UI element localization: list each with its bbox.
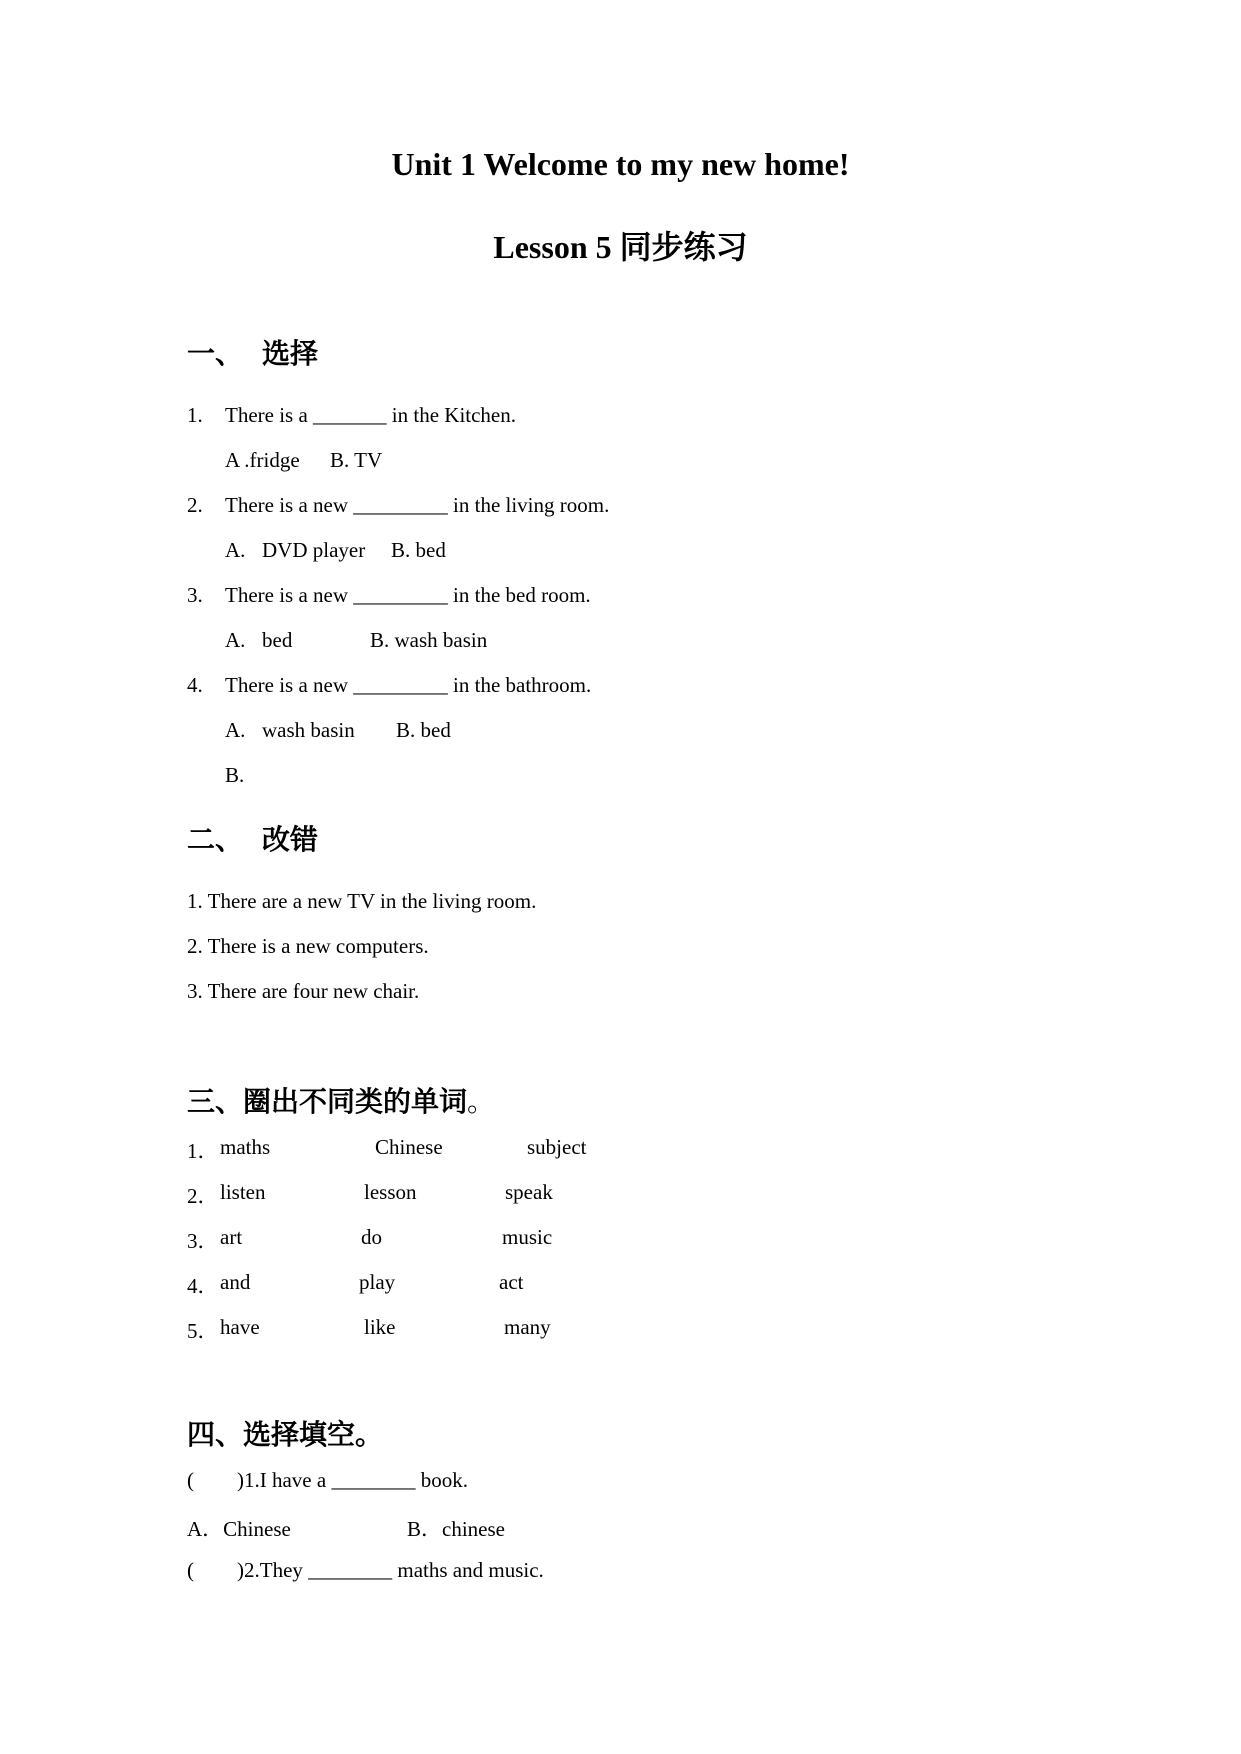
stray-option: B. bbox=[225, 763, 245, 787]
word-row-number: 3． bbox=[187, 1229, 219, 1253]
question-number: 1. bbox=[187, 403, 203, 427]
option-b: B．chinese bbox=[407, 1517, 505, 1541]
option-a: A．Chinese bbox=[187, 1517, 291, 1541]
answer-paren: ( bbox=[187, 1558, 194, 1582]
word: subject bbox=[527, 1135, 587, 1159]
word: lesson bbox=[364, 1180, 417, 1204]
word: act bbox=[499, 1270, 524, 1294]
word: many bbox=[504, 1315, 551, 1339]
option-a-label: A. bbox=[225, 538, 246, 562]
option-b: B. TV bbox=[330, 448, 383, 472]
word-row-number: 5． bbox=[187, 1319, 219, 1343]
word: listen bbox=[220, 1180, 266, 1204]
word: Chinese bbox=[375, 1135, 443, 1159]
question-text: )2.They ________ maths and music. bbox=[237, 1558, 544, 1582]
word: have bbox=[220, 1315, 260, 1339]
question-number: 4. bbox=[187, 673, 203, 697]
document-subtitle: Lesson 5 同步练习 bbox=[493, 229, 748, 265]
question-text: )1.I have a ________ book. bbox=[237, 1468, 468, 1492]
option-b: B. bed bbox=[391, 538, 446, 562]
document-title: Unit 1 Welcome to my new home! bbox=[391, 146, 850, 182]
word: art bbox=[220, 1225, 243, 1249]
question-text: There is a new _________ in the bed room. bbox=[225, 583, 591, 607]
question-text: There is a new _________ in the living room. bbox=[225, 493, 610, 517]
correction-item: 3. There are four new chair. bbox=[187, 979, 420, 1003]
option-a: A .fridge bbox=[225, 448, 300, 472]
word: maths bbox=[220, 1135, 271, 1159]
section-1-title: 选择 bbox=[262, 337, 319, 370]
section-1-number: 一、 bbox=[187, 337, 244, 370]
word: play bbox=[359, 1270, 396, 1294]
section-3-title-text: 三、圈出不同类的单词 bbox=[187, 1085, 468, 1118]
word: and bbox=[220, 1270, 251, 1294]
question-text: There is a _______ in the Kitchen. bbox=[225, 403, 517, 427]
word-row-number: 1． bbox=[187, 1139, 219, 1163]
option-a-text: wash basin bbox=[262, 718, 355, 742]
option-b: B. bed bbox=[396, 718, 451, 742]
word-row-number: 4． bbox=[187, 1274, 219, 1298]
correction-item: 2. There is a new computers. bbox=[187, 934, 429, 958]
word-row-number: 2． bbox=[187, 1184, 219, 1208]
option-a-text: bed bbox=[262, 628, 293, 652]
option-b: B. wash basin bbox=[370, 628, 488, 652]
answer-paren: ( bbox=[187, 1468, 194, 1492]
word: do bbox=[361, 1225, 382, 1249]
question-text: There is a new _________ in the bathroom. bbox=[225, 673, 592, 697]
word: music bbox=[502, 1225, 553, 1249]
question-number: 3. bbox=[187, 583, 203, 607]
word: speak bbox=[505, 1180, 553, 1204]
correction-item: 1. There are a new TV in the living room. bbox=[187, 889, 537, 913]
question-number: 2. bbox=[187, 493, 203, 517]
section-4-title: 四、选择填空。 bbox=[187, 1418, 384, 1451]
section-2-title: 改错 bbox=[262, 823, 319, 856]
option-a-label: A. bbox=[225, 628, 246, 652]
option-a-text: DVD player bbox=[262, 538, 366, 562]
section-3-title bbox=[187, 1080, 495, 1120]
section-3-period: 。 bbox=[467, 1085, 496, 1118]
word: like bbox=[364, 1315, 396, 1339]
section-2-number: 二、 bbox=[187, 823, 244, 856]
option-a-label: A. bbox=[225, 718, 246, 742]
